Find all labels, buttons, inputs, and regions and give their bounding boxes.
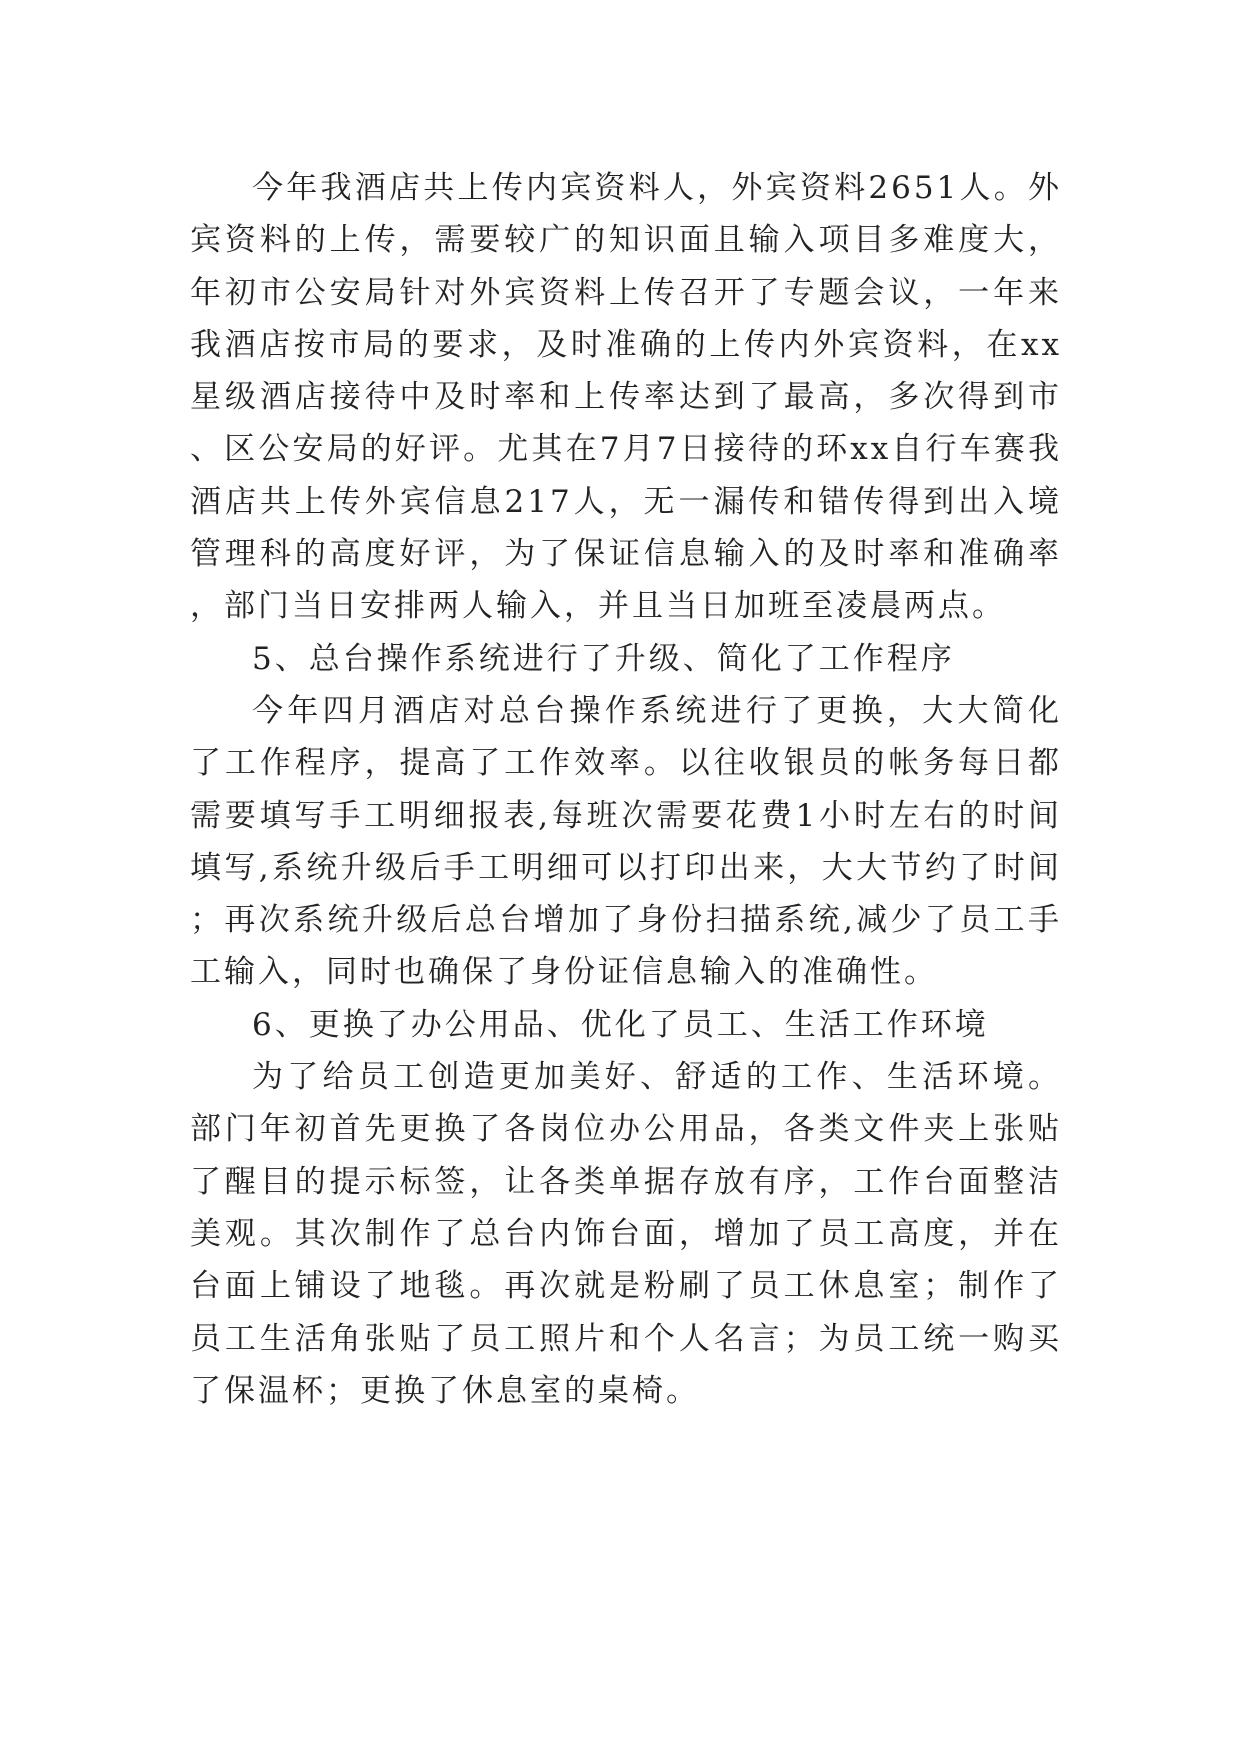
section-heading-6: 6、更换了办公用品、优化了员工、生活工作环境 (252, 1006, 989, 1043)
document-body (190, 162, 1062, 1417)
paragraph-guest-data-upload: 今年我酒店共上传内宾资料人，外宾资料2651人。外宾资料的上传，需要较广的知识面且输入项目多难度大，年初市公安局针对外宾资料上传召开了专题会议，一年来我酒店按市局的要求，及时准确的上传内外宾资料，在xx星级酒店接待中及时率和上传率达到了最高，多次得到市、区公安局的好评。尤其在7月7日接待的环xx自行车赛我酒店共上传外宾信息217人，无一漏传和错传得到出入境管理科的高度好评，为了保证信息输入的及时率和准确率，部门当日安排两人输入，并且当日加班至凌晨两点。 (190, 170, 1062, 625)
paragraph-system-upgrade: 今年四月酒店对总台操作系统进行了更换，大大简化了工作程序，提高了工作效率。以往收银员的帐务每日都需要填写手工明细报表,每班次需要花费1小时左右的时间填写,系统升级后手工明细可以打印出来，大大节约了时间；再次系统升级后总台增加了身份扫描系统,减少了员工手工输入，同时也确保了身份证信息输入的准确性。 (190, 692, 1062, 991)
paragraph-office-supplies: 为了给员工创造更加美好、舒适的工作、生活环境。部门年初首先更换了各岗位办公用品，各类文件夹上张贴了醒目的提示标签，让各类单据存放有序，工作台面整洁美观。其次制作了总台内饰台面，增加了员工高度，并在台面上铺设了地毯。再次就是粉刷了员工休息室；制作了员工生活角张贴了员工照片和个人名言；为员工统一购买了保温杯；更换了休息室的桌椅。 (190, 1059, 1062, 1409)
section-heading-5: 5、总台操作系统进行了升级、简化了工作程序 (252, 640, 955, 677)
